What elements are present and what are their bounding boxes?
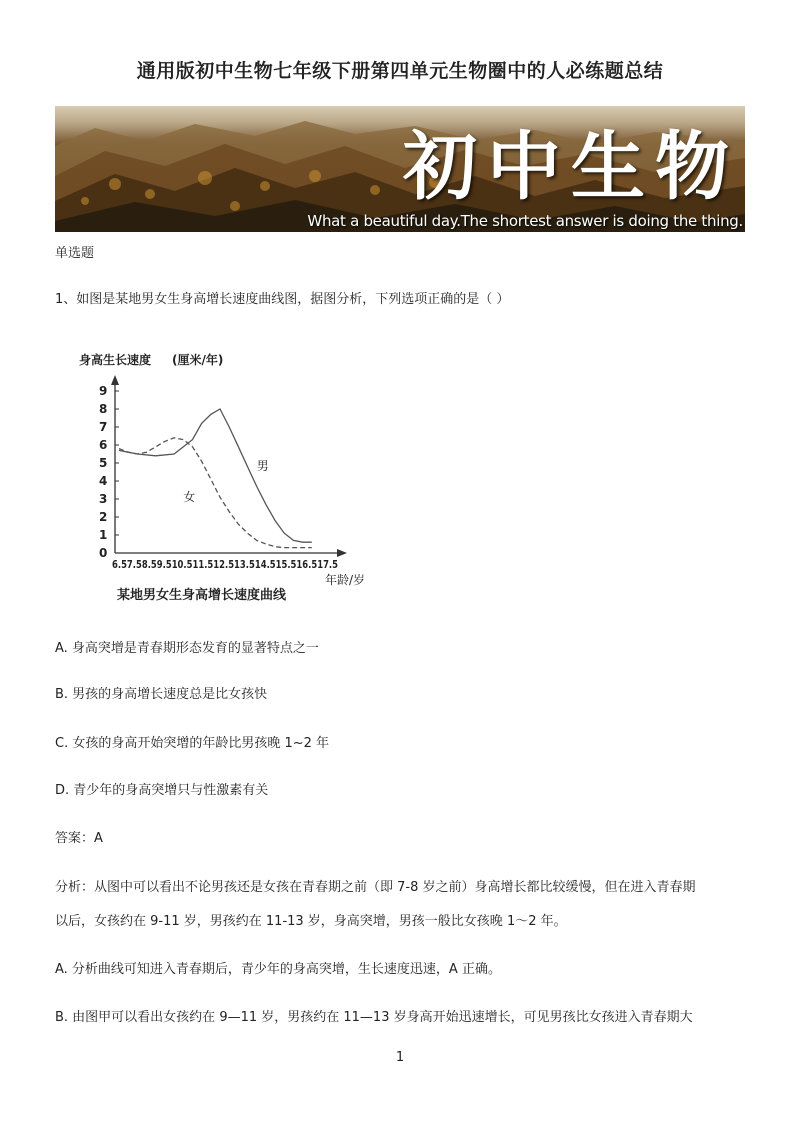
section-label: 单选题 (55, 246, 95, 261)
y-tick-label: 4 (99, 474, 108, 488)
y-tick-label: 7 (99, 420, 108, 434)
option-d: D. 青少年的身高突增只与性激素有关 (55, 783, 269, 798)
page-number: 1 (395, 1050, 405, 1065)
y-tick-label: 5 (99, 456, 108, 470)
banner-title: 初中生物 (403, 124, 739, 210)
series-line-male (119, 409, 312, 542)
y-tick-label: 1 (99, 528, 108, 542)
banner-slogan: What a beautiful day.The shortest answer is doing the thing. (307, 212, 743, 230)
chart-title: 某地男女生身高增长速度曲线 (117, 588, 287, 603)
option-c: C. 女孩的身高开始突增的年龄比男孩晚 1~2 年 (55, 736, 330, 751)
analysis-line-2: 以后，女孩约在 9-11 岁，男孩约在 11-13 岁，身高突增，男孩一般比女孩晚 1～2 年。 (55, 914, 567, 929)
y-tick-label: 0 (99, 546, 108, 560)
page-title: 通用版初中生物七年级下册第四单元生物圈中的人必练题总结 (136, 60, 664, 82)
chart-xticks: 6.57.58.59.510.511.512.513.514.515.516.517.5 (112, 559, 338, 571)
y-axis-arrow (111, 375, 119, 385)
series-label-female: 女 (183, 489, 196, 504)
analysis-line-4: B. 由图甲可以看出女孩约在 9—11 岁，男孩约在 11—13 岁身高开始迅速增长，可见男孩比女孩进入青春期大 (55, 1010, 693, 1025)
chart-figure (75, 343, 395, 613)
series-label-male: 男 (256, 459, 269, 474)
question-text: 1、如图是某地男女生身高增长速度曲线图，据图分析，下列选项正确的是（ ） (55, 292, 510, 307)
y-tick-label: 3 (99, 492, 108, 506)
y-tick-label: 6 (99, 438, 108, 452)
analysis-line-1: 分析：从图中可以看出不论男孩还是女孩在青春期之前（即 7-8 岁之前）身高增长都比较缓慢，但在进入青春期 (55, 880, 696, 895)
answer-text: 答案：A (55, 831, 103, 846)
option-a: A. 身高突增是青春期形态发育的显著特点之一 (55, 641, 319, 656)
analysis-line-3: A. 分析曲线可知进入青春期后，青少年的身高突增，生长速度迅速，A 正确。 (55, 962, 501, 977)
x-axis-arrow (337, 549, 347, 557)
y-tick-label: 2 (99, 510, 108, 524)
y-tick-label: 8 (99, 402, 108, 416)
chart-yunit: (厘米/年) (172, 353, 224, 367)
y-tick-label: 9 (99, 384, 108, 398)
option-b: B. 男孩的身高增长速度总是比女孩快 (55, 687, 268, 702)
growth-chart (75, 343, 395, 613)
chart-xlabel: 年龄/岁 (325, 573, 366, 587)
chart-ylabel: 身高生长速度 (79, 353, 152, 367)
banner-image (55, 106, 745, 232)
